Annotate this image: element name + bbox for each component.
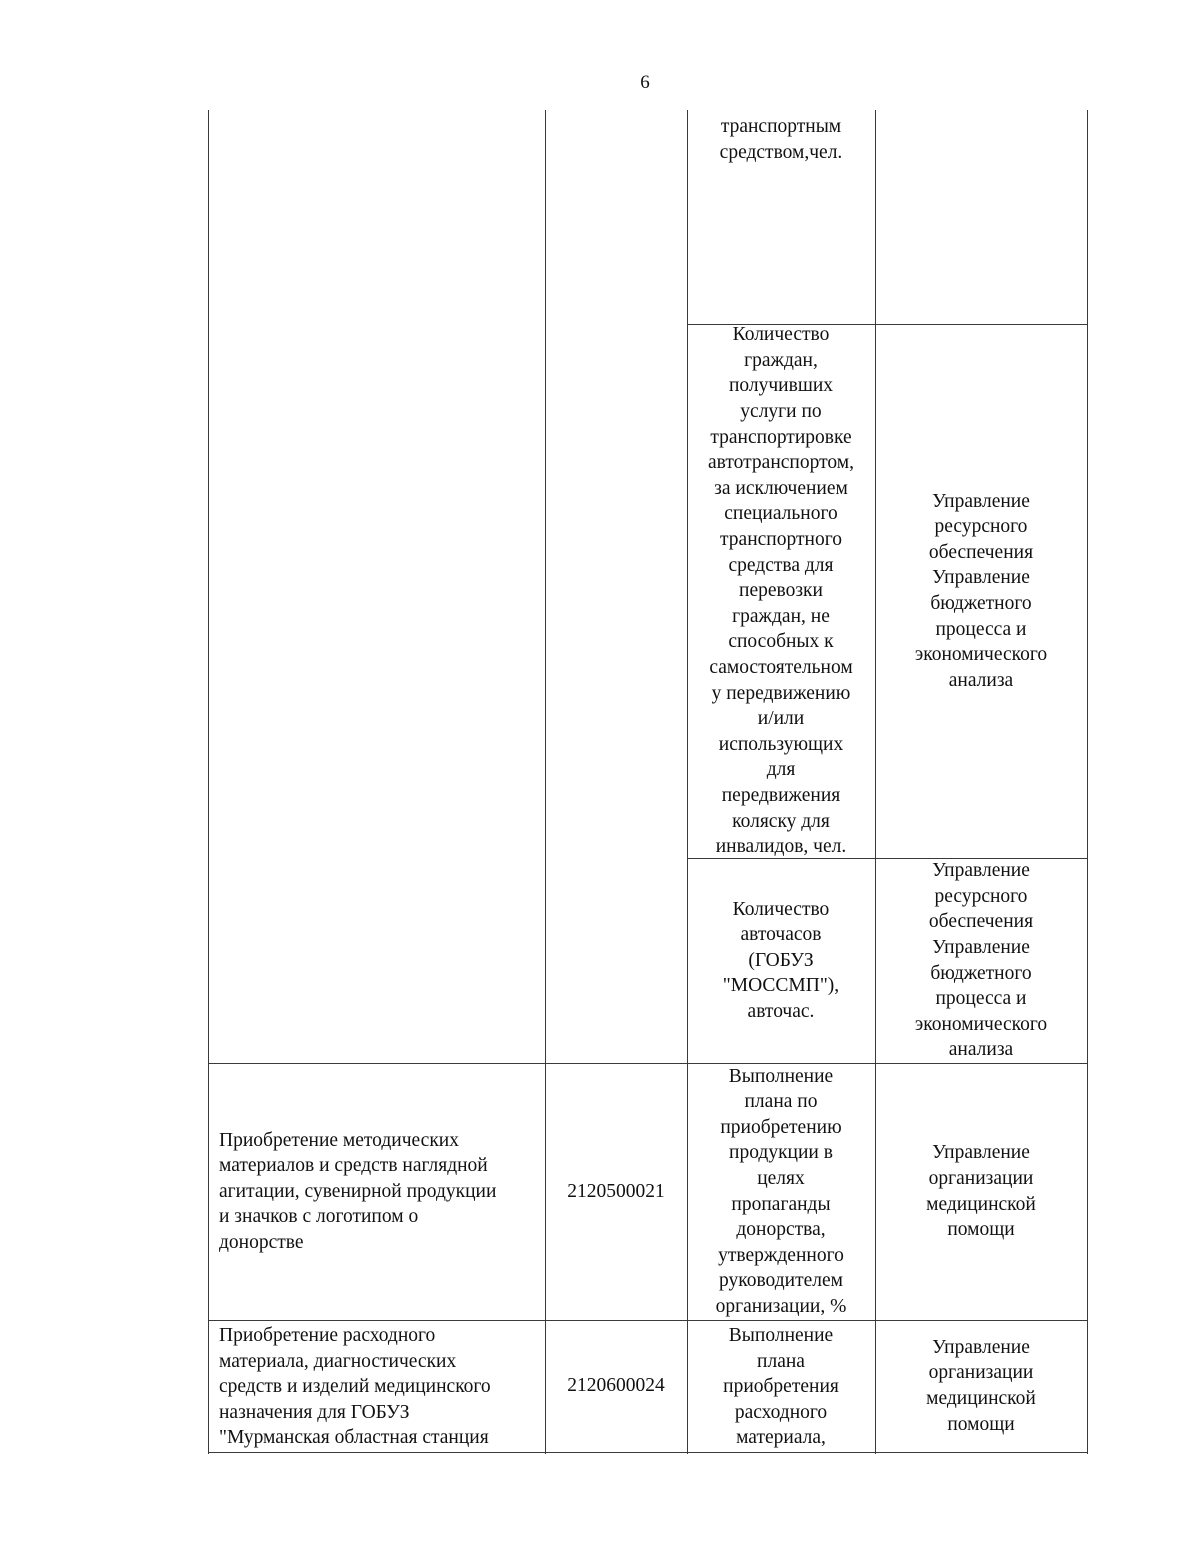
consumables-code-cell (545, 1320, 687, 1452)
page-number: 6 (640, 72, 650, 93)
methodical-activity-cell (208, 1063, 545, 1320)
autohours-indicator: Количество авточасов (ГОБУЗ "МОССМП"), авточас. (722, 898, 840, 1022)
continuation-indicator: транспортным средством,чел. (719, 116, 843, 163)
methodical-activity: Приобретение методических материалов и средств наглядной агитации, сувенирной продукции и значков с логотипом о донорстве (219, 1129, 497, 1253)
methodical-code: 2120500021 (567, 1180, 665, 1202)
table-border-bottom (208, 1452, 1088, 1453)
methodical-indicator: Выполнение плана по приобретению продукции в целях пропаганды донорства, утвержденного руководителем организации, % (715, 1065, 847, 1317)
consumables-activity-cell (208, 1323, 545, 1452)
activities-table (208, 110, 1092, 1454)
consumables-indicator-cell (687, 1323, 875, 1452)
table-border-right (1087, 110, 1088, 1454)
transport-responsible-cell (875, 324, 1087, 858)
methodical-indicator-cell (687, 1063, 875, 1320)
autohours-responsible-cell (875, 858, 1087, 1063)
consumables-activity: Приобретение расходного материала, диагностических средств и изделий медицинского назначения для ГОБУЗ "Мурманская областная станция (219, 1325, 491, 1449)
continuation-indicator-cell (687, 114, 875, 324)
consumables-responsible: Управление организации медицинской помощи (926, 1336, 1036, 1435)
consumables-indicator: Выполнение плана приобретения расходного материала, (723, 1325, 839, 1449)
transport-indicator: Количество граждан, получивших услуги по транспортировке автотранспортом, за исключением специального транспортного средства для перевозки граждан, не способных к самостоятельном у передвижению и/или использующих для передвижения коляску для инвалидов, чел. (708, 324, 854, 858)
autohours-indicator-cell (687, 858, 875, 1063)
consumables-code: 2120600024 (567, 1375, 665, 1397)
methodical-code-cell (545, 1063, 687, 1320)
consumables-responsible-cell (875, 1320, 1087, 1452)
methodical-responsible: Управление организации медицинской помощи (926, 1142, 1036, 1241)
transport-indicator-cell (687, 324, 875, 858)
autohours-responsible: Управление ресурсного обеспечения Управление бюджетного процесса и экономического анализа (914, 860, 1048, 1061)
transport-responsible: Управление ресурсного обеспечения Управление бюджетного процесса и экономического анализа (914, 490, 1048, 691)
methodical-responsible-cell (875, 1063, 1087, 1320)
